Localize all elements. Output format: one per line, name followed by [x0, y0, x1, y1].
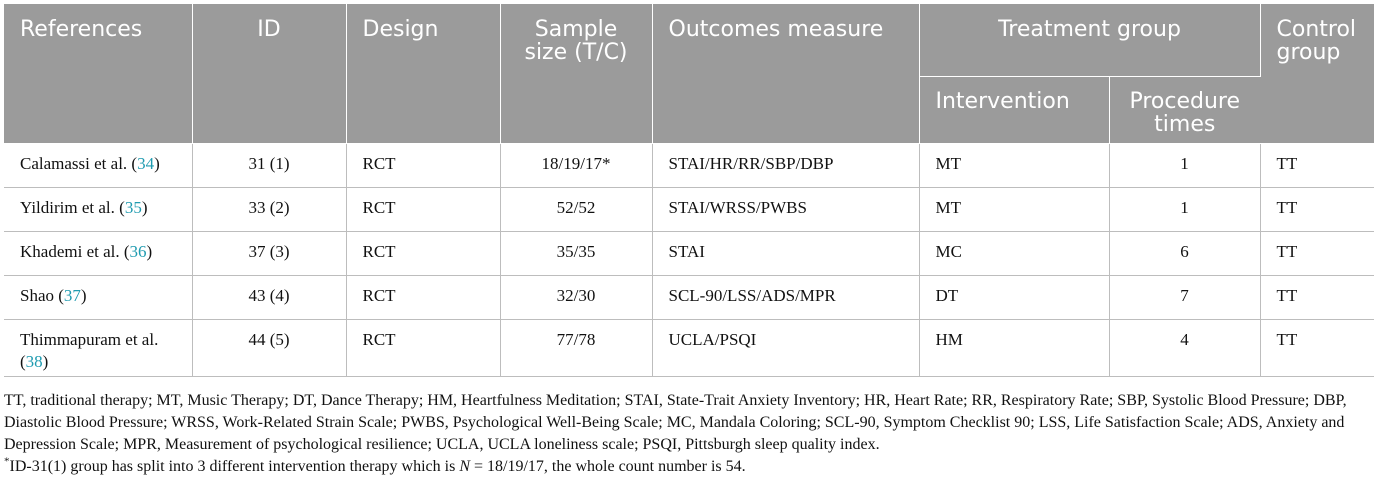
cell-intervention: DT — [919, 276, 1109, 320]
abbreviations-note: TT, traditional therapy; MT, Music Therapy; DT, Dance Therapy; HM, Heartfulness Meditation; STAI, State-Trait Anxiety Inventory; HR, Heart Rate; RR, Respiratory Rate; SBP, Systolic Blood Pressure; DBP, Diastolic Blood Pressure; WRSS, Work-Related Strain Scale; PWBS, Psychological Well-Being Scale; MC, Mandala Coloring; SCL-90, Symptom Checklist 90; LSS, Life Satisfaction Scale; ADS, Anxiety and Depression Scale; MPR, Measurement of psychological resilience; UCLA, UCLA loneliness scale; PSQI, Pittsburgh sleep quality index. — [4, 392, 1347, 453]
cell-control: TT — [1260, 144, 1374, 188]
cell-sample: 52/52 — [500, 188, 652, 232]
cell-intervention: MT — [919, 188, 1109, 232]
header-references: References — [4, 4, 192, 144]
cell-control: TT — [1260, 188, 1374, 232]
cell-times: 7 — [1109, 276, 1260, 320]
citation-link[interactable]: 38 — [25, 352, 43, 371]
cell-design: RCT — [346, 188, 500, 232]
cell-design: RCT — [346, 276, 500, 320]
cell-sample: 77/78 — [500, 320, 652, 377]
citation-link[interactable]: 37 — [63, 286, 81, 305]
header-procedure-times: Procedure times — [1109, 76, 1260, 143]
study-characteristics-table — [4, 4, 1374, 377]
cell-outcomes: STAI/WRSS/PWBS — [652, 188, 919, 232]
cell-sample: 18/19/17* — [500, 144, 652, 188]
cell-reference: Calamassi et al. (34) — [4, 144, 192, 188]
cell-sample: 35/35 — [500, 232, 652, 276]
cell-control: TT — [1260, 320, 1374, 377]
cell-outcomes: STAI/HR/RR/SBP/DBP — [652, 144, 919, 188]
cell-reference: Thimmapuram et al. (38) — [4, 320, 192, 377]
header-id: ID — [192, 4, 346, 144]
header-intervention: Intervention — [919, 76, 1109, 143]
header-design: Design — [346, 4, 500, 144]
asterisk-note: *ID-31(1) group has split into 3 different intervention therapy which is N = 18/19/17, the whole count number is 54. — [4, 455, 746, 475]
cell-reference: Yildirim et al. (35) — [4, 188, 192, 232]
cell-times: 1 — [1109, 144, 1260, 188]
cell-times: 1 — [1109, 188, 1260, 232]
table-row — [4, 276, 1374, 320]
cell-id: 33 (2) — [192, 188, 346, 232]
cell-control: TT — [1260, 276, 1374, 320]
cell-control: TT — [1260, 232, 1374, 276]
table-row — [4, 188, 1374, 232]
cell-times: 6 — [1109, 232, 1260, 276]
table-footnotes — [4, 390, 1370, 478]
citation-link[interactable]: 36 — [129, 242, 147, 261]
cell-times: 4 — [1109, 320, 1260, 377]
cell-outcomes: UCLA/PSQI — [652, 320, 919, 377]
cell-reference: Khademi et al. (36) — [4, 232, 192, 276]
citation-link[interactable]: 35 — [124, 198, 142, 217]
cell-id: 37 (3) — [192, 232, 346, 276]
cell-sample: 32/30 — [500, 276, 652, 320]
header-sample-size: Sample size (T/C) — [500, 4, 652, 144]
cell-reference: Shao (37) — [4, 276, 192, 320]
cell-design: RCT — [346, 232, 500, 276]
citation-link[interactable]: 34 — [137, 154, 155, 173]
header-outcomes: Outcomes measure — [652, 4, 919, 144]
cell-intervention: HM — [919, 320, 1109, 377]
header-treatment-group: Treatment group — [919, 4, 1260, 76]
cell-id: 44 (5) — [192, 320, 346, 377]
header-control-group: Control group — [1260, 4, 1374, 144]
cell-outcomes: SCL-90/LSS/ADS/MPR — [652, 276, 919, 320]
cell-id: 31 (1) — [192, 144, 346, 188]
table-row — [4, 320, 1374, 377]
table-row — [4, 232, 1374, 276]
cell-id: 43 (4) — [192, 276, 346, 320]
cell-outcomes: STAI — [652, 232, 919, 276]
cell-intervention: MC — [919, 232, 1109, 276]
cell-intervention: MT — [919, 144, 1109, 188]
cell-design: RCT — [346, 320, 500, 377]
table-row — [4, 144, 1374, 188]
cell-design: RCT — [346, 144, 500, 188]
